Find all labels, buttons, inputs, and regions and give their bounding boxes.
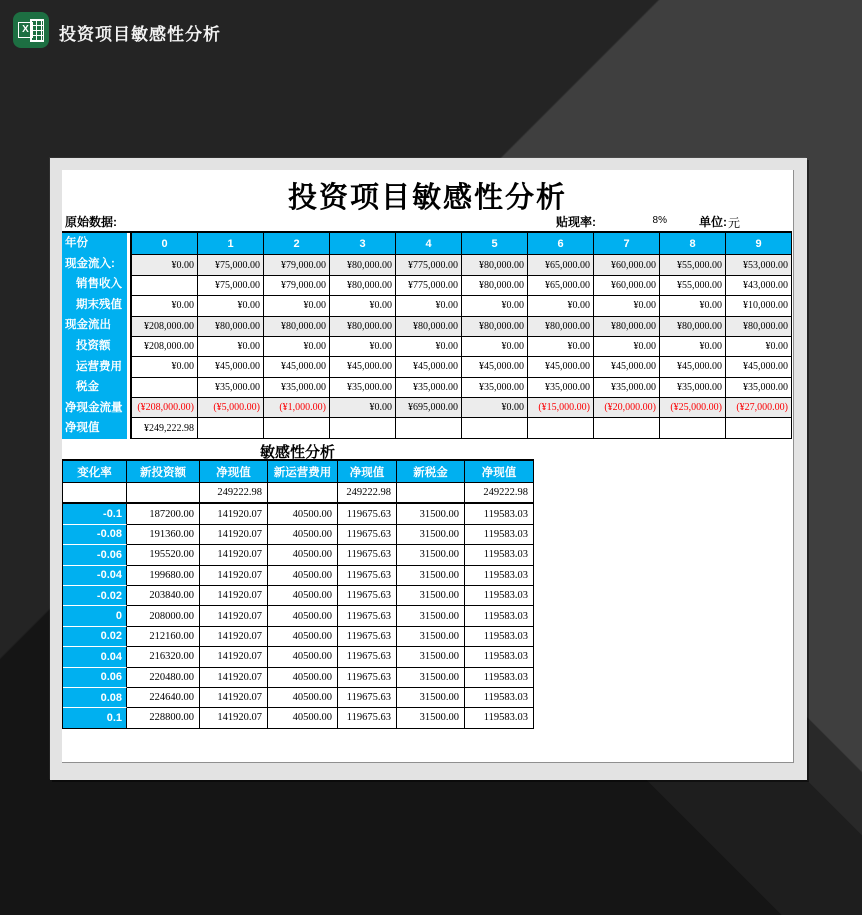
- data-cell[interactable]: ¥35,000.00: [330, 378, 396, 398]
- raw-data-grid: [130, 233, 792, 439]
- data-cell[interactable]: [726, 418, 792, 439]
- value-cell[interactable]: 40500.00: [268, 708, 338, 728]
- data-cell[interactable]: [396, 418, 462, 439]
- value-cell[interactable]: 31500.00: [397, 525, 465, 545]
- value-cell[interactable]: 119583.03: [465, 545, 534, 565]
- data-cell[interactable]: ¥0.00: [396, 337, 462, 357]
- value-cell[interactable]: 31500.00: [397, 545, 465, 565]
- value-cell[interactable]: 191360.00: [127, 525, 200, 545]
- data-cell[interactable]: ¥249,222.98: [132, 418, 198, 439]
- value-cell[interactable]: 216320.00: [127, 647, 200, 667]
- rate-cell[interactable]: 0.02: [63, 627, 127, 647]
- rate-cell[interactable]: 0.1: [63, 708, 127, 728]
- discount-rate-value[interactable]: 8%: [652, 215, 667, 226]
- sensitivity-row: [63, 525, 534, 545]
- data-cell[interactable]: ¥80,000.00: [462, 276, 528, 296]
- data-cell[interactable]: ¥35,000.00: [264, 378, 330, 398]
- value-cell[interactable]: 141920.07: [200, 566, 268, 586]
- t2-body: [63, 461, 534, 729]
- value-cell[interactable]: 119583.03: [465, 688, 534, 708]
- value-cell[interactable]: 31500.00: [397, 647, 465, 667]
- data-cell[interactable]: ¥775,000.00: [396, 276, 462, 296]
- value-cell[interactable]: 119675.63: [338, 688, 397, 708]
- year-header-cell[interactable]: 6: [528, 233, 594, 255]
- t1-body: [132, 233, 792, 439]
- base-value-cell[interactable]: [127, 483, 200, 504]
- value-cell[interactable]: 203840.00: [127, 586, 200, 606]
- data-cell[interactable]: ¥10,000.00: [726, 296, 792, 316]
- value-cell[interactable]: 40500.00: [268, 668, 338, 688]
- row-label[interactable]: 销售收入: [76, 278, 122, 291]
- data-cell[interactable]: ¥53,000.00: [726, 255, 792, 275]
- data-cell[interactable]: ¥0.00: [330, 398, 396, 418]
- value-cell[interactable]: 40500.00: [268, 504, 338, 524]
- data-cell[interactable]: ¥45,000.00: [528, 357, 594, 377]
- sensitivity-table: [62, 459, 534, 729]
- base-value-cell[interactable]: [397, 483, 465, 504]
- sensitivity-header-cell[interactable]: 净现值: [338, 461, 397, 483]
- value-cell[interactable]: 119583.03: [465, 647, 534, 667]
- year-header-row: [132, 233, 792, 255]
- value-cell[interactable]: 220480.00: [127, 668, 200, 688]
- discount-rate-label: 贴现率:: [556, 215, 596, 229]
- data-cell[interactable]: ¥0.00: [198, 296, 264, 316]
- unit-label: 单位:: [699, 215, 727, 229]
- data-cell[interactable]: ¥80,000.00: [594, 317, 660, 337]
- year-header-cell[interactable]: 4: [396, 233, 462, 255]
- data-cell[interactable]: (¥20,000.00): [594, 398, 660, 418]
- data-cell[interactable]: ¥0.00: [660, 296, 726, 316]
- data-cell[interactable]: ¥79,000.00: [264, 255, 330, 275]
- value-cell[interactable]: 141920.07: [200, 504, 268, 524]
- data-cell[interactable]: ¥0.00: [462, 296, 528, 316]
- data-cell[interactable]: ¥0.00: [132, 296, 198, 316]
- value-cell[interactable]: 141920.07: [200, 586, 268, 606]
- data-cell[interactable]: ¥55,000.00: [660, 276, 726, 296]
- data-cell[interactable]: ¥0.00: [660, 337, 726, 357]
- data-cell[interactable]: ¥0.00: [264, 337, 330, 357]
- data-cell[interactable]: ¥35,000.00: [462, 378, 528, 398]
- value-cell[interactable]: 31500.00: [397, 627, 465, 647]
- value-cell[interactable]: 119675.63: [338, 545, 397, 565]
- value-cell[interactable]: 40500.00: [268, 606, 338, 626]
- data-cell[interactable]: ¥75,000.00: [198, 276, 264, 296]
- value-cell[interactable]: 119675.63: [338, 566, 397, 586]
- year-header-cell[interactable]: 7: [594, 233, 660, 255]
- excel-x-glyph: X: [18, 22, 33, 38]
- spreadsheet-preview: [62, 170, 794, 763]
- raw-data-label: 原始数据:: [65, 215, 117, 229]
- data-cell[interactable]: ¥0.00: [330, 296, 396, 316]
- value-cell[interactable]: 119675.63: [338, 668, 397, 688]
- data-cell[interactable]: ¥35,000.00: [528, 378, 594, 398]
- value-cell[interactable]: 40500.00: [268, 566, 338, 586]
- sensitivity-row: [63, 668, 534, 688]
- data-cell[interactable]: ¥208,000.00: [132, 337, 198, 357]
- value-cell[interactable]: 141920.07: [200, 606, 268, 626]
- value-cell[interactable]: 40500.00: [268, 627, 338, 647]
- data-cell[interactable]: ¥0.00: [528, 337, 594, 357]
- data-cell[interactable]: ¥80,000.00: [264, 317, 330, 337]
- data-cell[interactable]: ¥45,000.00: [726, 357, 792, 377]
- data-cell[interactable]: ¥0.00: [528, 296, 594, 316]
- sensitivity-row: [63, 545, 534, 565]
- table-row: [132, 317, 792, 337]
- rate-cell[interactable]: 0.04: [63, 647, 127, 667]
- table-row: [132, 276, 792, 296]
- row-label[interactable]: 投资额: [76, 339, 111, 352]
- value-cell[interactable]: 31500.00: [397, 586, 465, 606]
- data-cell[interactable]: ¥35,000.00: [594, 378, 660, 398]
- data-cell[interactable]: ¥35,000.00: [198, 378, 264, 398]
- base-value-cell[interactable]: 249222.98: [465, 483, 534, 504]
- data-cell[interactable]: (¥208,000.00): [132, 398, 198, 418]
- excel-grid-glyph: [30, 19, 44, 42]
- data-cell[interactable]: ¥80,000.00: [330, 255, 396, 275]
- data-cell[interactable]: ¥45,000.00: [198, 357, 264, 377]
- app-title: 投资项目敏感性分析: [59, 25, 221, 44]
- value-cell[interactable]: 40500.00: [268, 688, 338, 708]
- base-value-cell[interactable]: 249222.98: [200, 483, 268, 504]
- value-cell[interactable]: 212160.00: [127, 627, 200, 647]
- data-cell[interactable]: ¥35,000.00: [396, 378, 462, 398]
- topbar: [0, 0, 862, 60]
- unit-value: 元: [728, 216, 741, 230]
- data-cell[interactable]: ¥80,000.00: [330, 276, 396, 296]
- sensitivity-base-row: [63, 483, 534, 504]
- value-cell[interactable]: 119675.63: [338, 586, 397, 606]
- value-cell[interactable]: 119583.03: [465, 668, 534, 688]
- sensitivity-row: [63, 647, 534, 667]
- data-cell[interactable]: ¥45,000.00: [330, 357, 396, 377]
- data-cell[interactable]: [330, 418, 396, 439]
- value-cell[interactable]: 31500.00: [397, 688, 465, 708]
- table-row: [132, 378, 792, 398]
- sheet-title: 投资项目敏感性分析: [287, 182, 567, 214]
- data-cell[interactable]: ¥80,000.00: [528, 317, 594, 337]
- value-cell[interactable]: 208000.00: [127, 606, 200, 626]
- row-label[interactable]: 期末残值: [76, 298, 122, 311]
- data-cell[interactable]: ¥45,000.00: [396, 357, 462, 377]
- value-cell[interactable]: 187200.00: [127, 504, 200, 524]
- rate-cell[interactable]: -0.06: [63, 545, 127, 565]
- data-cell[interactable]: ¥80,000.00: [462, 255, 528, 275]
- data-cell[interactable]: ¥0.00: [462, 398, 528, 418]
- data-cell[interactable]: ¥80,000.00: [462, 317, 528, 337]
- sensitivity-header-cell[interactable]: 净现值: [465, 461, 534, 483]
- rate-cell[interactable]: 0.08: [63, 688, 127, 708]
- sensitivity-row: [63, 708, 534, 728]
- rate-cell[interactable]: -0.02: [63, 586, 127, 606]
- table-row: [132, 357, 792, 377]
- data-cell[interactable]: ¥775,000.00: [396, 255, 462, 275]
- base-value-cell[interactable]: [63, 483, 127, 504]
- sensitivity-header-cell[interactable]: 新运营费用: [268, 461, 338, 483]
- data-cell[interactable]: ¥60,000.00: [594, 276, 660, 296]
- row-label[interactable]: 税金: [76, 381, 99, 394]
- data-cell[interactable]: [594, 418, 660, 439]
- year-header-cell[interactable]: 5: [462, 233, 528, 255]
- data-cell[interactable]: ¥55,000.00: [660, 255, 726, 275]
- value-cell[interactable]: 119583.03: [465, 708, 534, 728]
- rate-cell[interactable]: -0.04: [63, 566, 127, 586]
- rate-cell[interactable]: -0.1: [63, 504, 127, 524]
- value-cell[interactable]: 199680.00: [127, 566, 200, 586]
- value-cell[interactable]: 119675.63: [338, 525, 397, 545]
- year-label-cell[interactable]: 年份: [65, 237, 88, 249]
- year-header-cell[interactable]: 2: [264, 233, 330, 255]
- rate-cell[interactable]: -0.08: [63, 525, 127, 545]
- table-row: [132, 255, 792, 275]
- value-cell[interactable]: 224640.00: [127, 688, 200, 708]
- value-cell[interactable]: 141920.07: [200, 668, 268, 688]
- sensitivity-row: [63, 606, 534, 626]
- value-cell[interactable]: 195520.00: [127, 545, 200, 565]
- value-cell[interactable]: 40500.00: [268, 586, 338, 606]
- value-cell[interactable]: 31500.00: [397, 708, 465, 728]
- data-cell[interactable]: ¥35,000.00: [726, 378, 792, 398]
- data-cell[interactable]: ¥65,000.00: [528, 255, 594, 275]
- data-cell[interactable]: (¥5,000.00): [198, 398, 264, 418]
- data-cell[interactable]: [198, 418, 264, 439]
- table-row: [132, 296, 792, 316]
- data-cell[interactable]: ¥45,000.00: [462, 357, 528, 377]
- value-cell[interactable]: 40500.00: [268, 647, 338, 667]
- year-header-cell[interactable]: 1: [198, 233, 264, 255]
- data-cell[interactable]: (¥25,000.00): [660, 398, 726, 418]
- value-cell[interactable]: 119675.63: [338, 627, 397, 647]
- data-cell[interactable]: ¥80,000.00: [396, 317, 462, 337]
- data-cell[interactable]: ¥0.00: [198, 337, 264, 357]
- value-cell[interactable]: 119675.63: [338, 708, 397, 728]
- value-cell[interactable]: 31500.00: [397, 566, 465, 586]
- year-header-cell[interactable]: 0: [132, 233, 198, 255]
- year-header-cell[interactable]: 8: [660, 233, 726, 255]
- sensitivity-header-cell[interactable]: 新税金: [397, 461, 465, 483]
- excel-icon: [13, 12, 49, 48]
- data-cell[interactable]: [132, 378, 198, 398]
- value-cell[interactable]: 31500.00: [397, 606, 465, 626]
- value-cell[interactable]: 119583.03: [465, 525, 534, 545]
- data-cell[interactable]: ¥0.00: [594, 296, 660, 316]
- base-value-cell[interactable]: 249222.98: [338, 483, 397, 504]
- data-cell[interactable]: [528, 418, 594, 439]
- sensitivity-row: [63, 566, 534, 586]
- value-cell[interactable]: 119675.63: [338, 504, 397, 524]
- data-cell[interactable]: ¥60,000.00: [594, 255, 660, 275]
- data-cell[interactable]: ¥0.00: [594, 337, 660, 357]
- data-cell[interactable]: [264, 418, 330, 439]
- data-cell[interactable]: ¥0.00: [330, 337, 396, 357]
- data-cell[interactable]: ¥208,000.00: [132, 317, 198, 337]
- data-cell[interactable]: ¥75,000.00: [198, 255, 264, 275]
- year-header-cell[interactable]: 3: [330, 233, 396, 255]
- data-cell[interactable]: ¥35,000.00: [660, 378, 726, 398]
- data-cell[interactable]: (¥1,000.00): [264, 398, 330, 418]
- value-cell[interactable]: 119583.03: [465, 606, 534, 626]
- data-cell[interactable]: ¥80,000.00: [726, 317, 792, 337]
- value-cell[interactable]: 119675.63: [338, 606, 397, 626]
- row-label[interactable]: 现金流入:: [65, 257, 115, 270]
- value-cell[interactable]: 228800.00: [127, 708, 200, 728]
- row-label[interactable]: 净现值: [65, 422, 100, 435]
- data-cell[interactable]: [132, 276, 198, 296]
- value-cell[interactable]: 40500.00: [268, 545, 338, 565]
- value-cell[interactable]: 119675.63: [338, 647, 397, 667]
- table-row: [132, 418, 792, 439]
- data-cell[interactable]: ¥0.00: [462, 337, 528, 357]
- t1-label-col: [62, 233, 127, 439]
- value-cell[interactable]: 119583.03: [465, 566, 534, 586]
- data-cell[interactable]: ¥0.00: [264, 296, 330, 316]
- data-cell[interactable]: [462, 418, 528, 439]
- data-cell[interactable]: ¥0.00: [132, 357, 198, 377]
- value-cell[interactable]: 40500.00: [268, 525, 338, 545]
- row-label[interactable]: 净现金流量: [65, 401, 123, 414]
- row-label[interactable]: 现金流出: [65, 319, 111, 332]
- year-header-cell[interactable]: 9: [726, 233, 792, 255]
- data-cell[interactable]: ¥45,000.00: [264, 357, 330, 377]
- value-cell[interactable]: 31500.00: [397, 504, 465, 524]
- rate-cell[interactable]: 0: [63, 606, 127, 626]
- data-cell[interactable]: ¥80,000.00: [198, 317, 264, 337]
- value-cell[interactable]: 31500.00: [397, 668, 465, 688]
- sensitivity-row: [63, 627, 534, 647]
- base-value-cell[interactable]: [268, 483, 338, 504]
- data-cell[interactable]: (¥15,000.00): [528, 398, 594, 418]
- data-cell[interactable]: ¥0.00: [726, 337, 792, 357]
- raw-data-table: [62, 233, 792, 439]
- value-cell[interactable]: 119583.03: [465, 586, 534, 606]
- row-label[interactable]: 运营费用: [76, 360, 122, 373]
- data-cell[interactable]: ¥0.00: [396, 296, 462, 316]
- data-cell[interactable]: ¥80,000.00: [330, 317, 396, 337]
- value-cell[interactable]: 119583.03: [465, 504, 534, 524]
- sensitivity-title: 敏感性分析: [259, 444, 335, 461]
- data-cell[interactable]: (¥27,000.00): [726, 398, 792, 418]
- data-cell[interactable]: ¥43,000.00: [726, 276, 792, 296]
- value-cell[interactable]: 141920.07: [200, 688, 268, 708]
- sensitivity-row: [63, 586, 534, 606]
- sheet-frame: [50, 158, 807, 780]
- value-cell[interactable]: 141920.07: [200, 627, 268, 647]
- value-cell[interactable]: 141920.07: [200, 647, 268, 667]
- value-cell[interactable]: 119583.03: [465, 627, 534, 647]
- value-cell[interactable]: 141920.07: [200, 708, 268, 728]
- sensitivity-header-cell[interactable]: 新投资额: [127, 461, 200, 483]
- meta-row: [62, 212, 792, 233]
- sensitivity-row: [63, 504, 534, 524]
- table-row: [132, 337, 792, 357]
- data-cell[interactable]: ¥65,000.00: [528, 276, 594, 296]
- data-cell[interactable]: ¥0.00: [132, 255, 198, 275]
- sensitivity-header-cell[interactable]: 净现值: [200, 461, 268, 483]
- value-cell[interactable]: 141920.07: [200, 525, 268, 545]
- data-cell[interactable]: ¥79,000.00: [264, 276, 330, 296]
- value-cell[interactable]: 141920.07: [200, 545, 268, 565]
- rate-cell[interactable]: 0.06: [63, 668, 127, 688]
- data-cell[interactable]: ¥45,000.00: [594, 357, 660, 377]
- sensitivity-header-row: [63, 461, 534, 483]
- sensitivity-row: [63, 688, 534, 708]
- sensitivity-header-cell[interactable]: 变化率: [63, 461, 127, 483]
- data-cell[interactable]: ¥80,000.00: [660, 317, 726, 337]
- data-cell[interactable]: ¥45,000.00: [660, 357, 726, 377]
- data-cell[interactable]: ¥695,000.00: [396, 398, 462, 418]
- data-cell[interactable]: [660, 418, 726, 439]
- table-row: [132, 398, 792, 418]
